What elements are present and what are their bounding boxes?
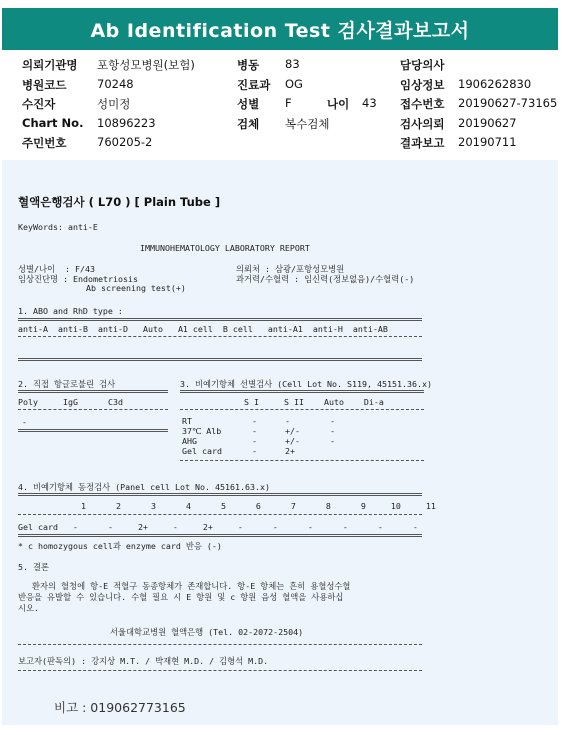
request-date-label: 검사의뢰 (400, 117, 445, 131)
history: 과거력/수혈력 : 임신력(정보없음)/수혈력(-) (236, 274, 415, 284)
dat-header-row (18, 397, 123, 407)
divider (18, 358, 422, 361)
screening-s2-values (285, 416, 300, 456)
patient-name-value: 성미정 (97, 97, 131, 111)
scr-cell: - (330, 416, 335, 426)
scr-row-label: RT (182, 416, 192, 426)
divider (18, 429, 168, 432)
conclusion-line: 시오. (18, 603, 40, 613)
clinical-diagnosis: 임상진단명 : Endometriosis (18, 274, 138, 284)
scr-row-label: Gel card (182, 446, 222, 456)
scr-cell: - (252, 446, 257, 456)
department-value: OG (285, 77, 303, 91)
panel-cell-number: 2 (115, 501, 121, 511)
scr-col-s2: S II (283, 397, 304, 407)
abo-col-anti-a: anti-A (18, 324, 48, 334)
chart-no-label: Chart No. (22, 116, 84, 130)
age-value: 43 (362, 96, 377, 110)
receipt-no-value: 20190627-73165 (458, 96, 558, 110)
panel-cell-number: 4 (185, 501, 191, 511)
panel-header-row (81, 501, 436, 511)
sex-label: 성별 (237, 97, 260, 111)
abo-col-anti-ab: anti-AB (352, 324, 388, 334)
panel-row-label: Gel card (18, 522, 58, 532)
specimen-label: 검체 (237, 117, 260, 131)
abo-col-b-cell: B cell (222, 324, 253, 334)
patient-info (0, 53, 562, 153)
dat-col-igg: IgG (62, 397, 78, 407)
panel-cell-number: 9 (360, 501, 366, 511)
panel-value: - (307, 522, 313, 532)
panel-value: - (172, 522, 178, 532)
chart-no-value: 10896223 (97, 116, 156, 130)
panel-cell-number: 11 (425, 501, 436, 511)
screening-auto-values (330, 416, 335, 446)
scr-cell: - (330, 426, 335, 436)
dat-value-row (22, 417, 27, 427)
panel-value: - (412, 522, 418, 532)
section-4-heading: 4. 비예기항체 동정검사 (Panel cell Lot No. 45161.63.x) (18, 482, 270, 492)
section-1-heading: 1. ABO and RhD type : (18, 306, 123, 316)
scr-row-label: 37℃ Alb (182, 426, 222, 436)
reporter: 보고자(판독의) : 강지상 M.T. / 박재현 M.D. / 김형석 M.D. (18, 656, 269, 666)
abo-header-row (18, 324, 388, 334)
panel-cell-number: 8 (325, 501, 331, 511)
divider (180, 460, 424, 461)
divider (18, 644, 422, 645)
hospital-code-label: 병원코드 (22, 78, 67, 92)
panel-cell-number: 10 (390, 501, 401, 511)
clinical-info-value: 1906262830 (458, 77, 532, 91)
scr-cell: +/- (285, 426, 300, 436)
abo-col-anti-d: anti-D (97, 324, 128, 334)
scr-cell: - (285, 416, 290, 426)
receipt-no-label: 접수번호 (400, 97, 445, 111)
requester: 의뢰처 : 삼광/포항성모병원 (236, 264, 345, 274)
screening-rows (182, 416, 222, 456)
doctor-label: 담당의사 (400, 58, 445, 72)
scr-col-auto: Auto (323, 397, 344, 407)
specimen-value: 복수검체 (285, 117, 330, 131)
panel-cell-number: 3 (150, 501, 156, 511)
abo-col-anti-h: anti-H (312, 324, 343, 334)
patient-name-label: 수진자 (22, 97, 56, 111)
divider (18, 493, 422, 496)
panel-value: - (237, 522, 243, 532)
scr-col-dia: Di-a (363, 397, 384, 407)
divider (18, 318, 422, 321)
screening-header-row (244, 397, 384, 407)
section-3-heading: 3. 비예기항체 선별검사 (Cell Lot No. S119, 45151.36.x) (180, 379, 432, 389)
institution-label: 의뢰기관명 (22, 58, 78, 72)
institution-value: 포항성모병원(보험) (97, 58, 195, 72)
abo-col-anti-a1: anti-A1 (267, 324, 303, 334)
divider (18, 670, 422, 671)
abo-col-auto: Auto (142, 324, 163, 334)
scr-cell: - (252, 426, 257, 436)
conclusion-line: 반응을 유발할 수 있습니다. 수혈 필요 시 E 항원 및 c 항원 음성 혈액을 사용하십 (18, 592, 344, 602)
panel-value: - (272, 522, 278, 532)
section-2-heading: 2. 직접 항글로불린 검사 (18, 379, 116, 389)
scr-cell: - (252, 436, 257, 446)
divider (18, 390, 168, 393)
panel-value: - (377, 522, 383, 532)
panel-cell-number: 6 (255, 501, 261, 511)
panel-cell-number: 5 (220, 501, 226, 511)
panel-value: - (72, 522, 78, 532)
department-label: 진료과 (237, 78, 271, 92)
lab-report (2, 160, 558, 725)
page-title: Ab Identification Test 검사결과보고서 (90, 19, 470, 42)
dat-col-poly: Poly (18, 397, 38, 407)
report-header (2, 8, 558, 50)
report-title: 혈액은행검사 ( L70 ) [ Plain Tube ] (18, 195, 221, 209)
resident-no-value: 760205-2 (97, 135, 153, 149)
scr-cell: +/- (285, 436, 300, 446)
conclusion-line: 환자의 혈청에 항-E 적혈구 동종항체가 존재합니다. 항-E 항체는 흔히 용혈성수혈 (32, 581, 351, 591)
report-date-label: 결과보고 (400, 136, 445, 150)
sex-value: F (285, 96, 292, 110)
divider (180, 409, 424, 410)
ward-label: 병동 (237, 58, 260, 72)
panel-value: - (342, 522, 348, 532)
divider (18, 514, 422, 515)
scr-col-s1: S I (244, 397, 259, 407)
report-date-value: 20190711 (458, 135, 517, 149)
lab-report-title: IMMUNOHEMATOLOGY LABORATORY REPORT (140, 243, 310, 253)
scr-cell: - (330, 436, 335, 446)
request-date-value: 20190627 (458, 116, 517, 130)
age-label: 나이 (327, 97, 350, 111)
sex-age: 성별/나이 : F/43 (18, 264, 96, 274)
section-5-heading: 5. 결론 (18, 562, 50, 572)
panel-value: 2+ (137, 522, 148, 532)
clinical-info-label: 임상정보 (400, 78, 445, 92)
screening-result: Ab screening test(+) (86, 283, 186, 293)
panel-value: 2+ (202, 522, 213, 532)
scr-row-label: AHG (182, 436, 197, 446)
dat-poly-value: - (22, 417, 27, 427)
abo-col-anti-b: anti-B (57, 324, 88, 334)
scr-cell: 2+ (285, 446, 295, 456)
divider (180, 390, 424, 393)
lab-name: 서울대학교병원 혈액은행 (Tel. 02-2072-2504) (110, 627, 304, 637)
panel-value: - (107, 522, 113, 532)
panel-value-row (18, 522, 418, 532)
remarks: 비고 : 019062773165 (54, 700, 186, 715)
dat-col-c3d: C3d (107, 397, 123, 407)
keywords: KeyWords: anti-E (18, 222, 98, 232)
resident-no-label: 주민번호 (22, 136, 67, 150)
panel-cell-number: 7 (290, 501, 296, 511)
panel-note: * c homozygous cell과 enzyme card 반응 (-) (18, 541, 222, 551)
divider (18, 534, 422, 537)
hospital-code-value: 70248 (97, 77, 134, 91)
divider (18, 409, 168, 410)
abo-col-a1-cell: A1 cell (177, 324, 213, 334)
screening-s1-values (252, 416, 257, 456)
panel-cell-number: 1 (81, 501, 86, 511)
divider (18, 336, 422, 337)
ward-value: 83 (285, 57, 300, 71)
scr-cell: - (252, 416, 257, 426)
